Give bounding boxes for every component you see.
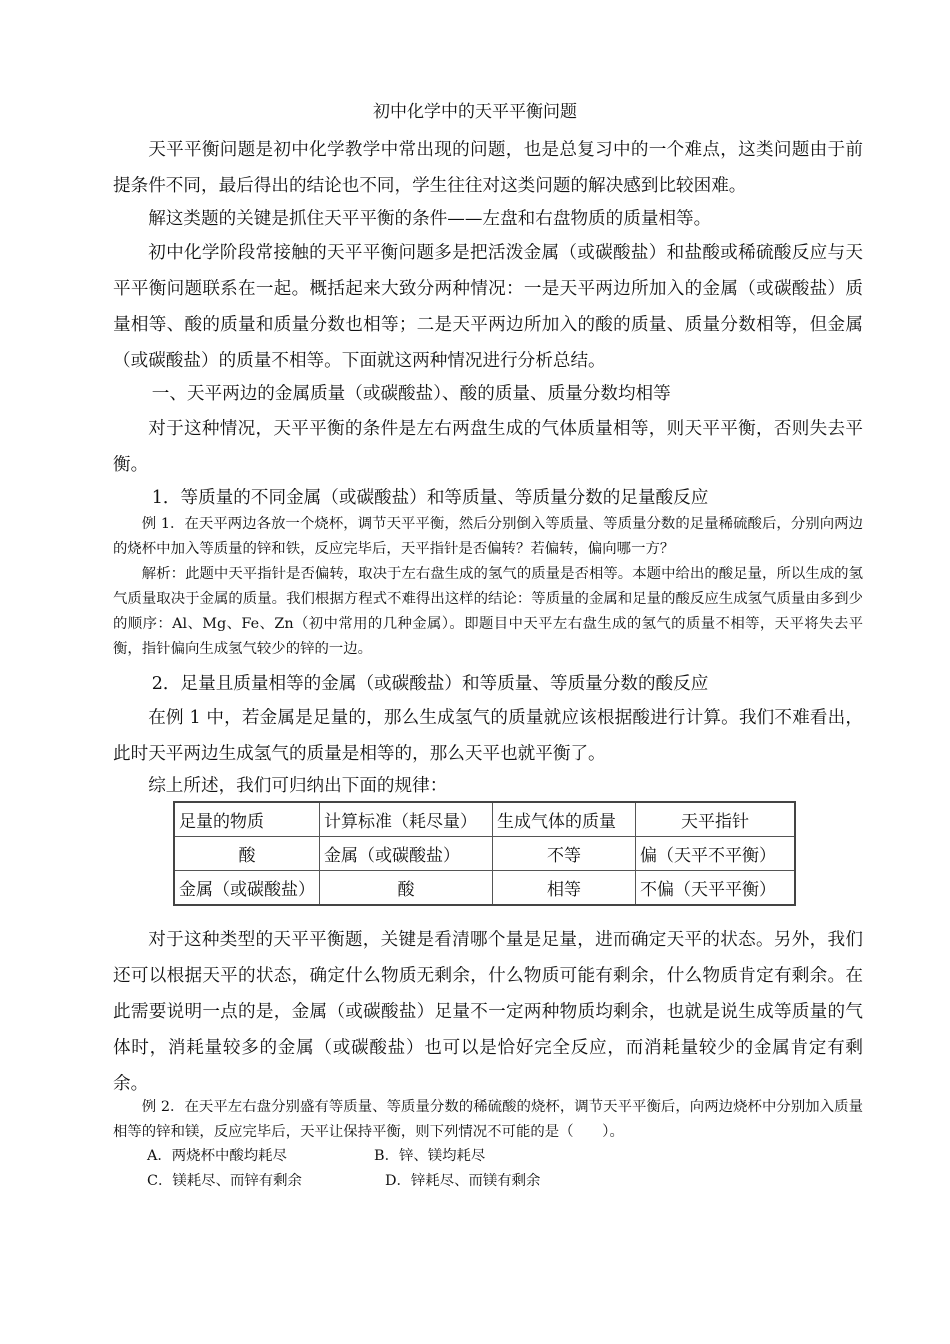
subsection-heading-2: 2．足量且质量相等的金属（或碳酸盐）和等质量、等质量分数的酸反应 [151,674,709,694]
table-header-cell: 足量的物质 [174,802,320,837]
paragraph-intro: 天平平衡问题是初中化学教学中常出现的问题，也是总复习中的一个难点，这类问题由于前提条件不同，最后得出的结论也不同，学生往往对这类问题的解决感到比较困难。 [113,140,863,196]
answer-options [147,1144,540,1194]
paragraph-condition: 对于这种情况，天平平衡的条件是左右两盘生成的气体质量相等，则天平平衡，否则失去平衡。 [113,419,863,475]
table-header-cell: 计算标准（耗尽量） [320,802,493,837]
table-header-cell: 生成气体的质量 [493,802,636,837]
table-row [174,837,795,871]
option-b[interactable]: B．锌、镁均耗尽 [374,1148,486,1164]
paragraph-overview: 初中化学阶段常接触的天平平衡问题多是把活泼金属（或碳酸盐）和盐酸或稀硫酸反应与天平平衡问题联系在一起。概括起来大致分两种情况：一是天平两边所加入的金属（或碳酸盐）质量相等、酸的质量和质量分数也相等；二是天平两边所加入的酸的质量、质量分数相等，但金属（或碳酸盐）的质量不相等。下面就这两种情况进行分析总结。 [113,243,863,371]
option-c[interactable]: C．镁耗尽、而锌有剩余 [147,1173,302,1189]
table-cell: 偏（天平不平衡） [636,837,796,871]
table-cell: 不偏（天平平衡） [636,871,796,906]
document-title: 初中化学中的天平平衡问题 [373,102,577,122]
paragraph-example-extension: 在例 1 中，若金属是足量的，那么生成氢气的质量就应该根据酸进行计算。我们不难看出，此时天平两边生成氢气的质量是相等的，那么天平也就平衡了。 [113,708,863,764]
example-2: 例 2．在天平左右盘分别盛有等质量、等质量分数的稀硫酸的烧杯，调节天平平衡后，向两边烧杯中分别加入质量相等的锌和镁，反应完毕后，天平让保持平衡，则下列情况不可能的是（ ）。 [113,1099,863,1140]
paragraph-key: 解这类题的关键是抓住天平平衡的条件——左盘和右盘物质的质量相等。 [148,209,712,229]
table-cell: 相等 [493,871,636,906]
table-cell: 不等 [493,837,636,871]
table-cell: 酸 [320,871,493,906]
analysis-1: 解析：此题中天平指针是否偏转，取决于左右盘生成的氢气的质量是否相等。本题中给出的酸足量，所以生成的氢气质量取决于金属的质量。我们根据方程式不难得出这样的结论：等质量的金属和足量的酸反应生成氢气质量由多到少的顺序：Al、Mg、Fe、Zn（初中常用的几种金属）。即题目中天平左右盘生成的氢气的质量不相等，天平将失去平衡，指针偏向生成氢气较少的锌的一边。 [113,566,863,657]
table-header-row [174,802,795,837]
section-heading-1: 一、天平两边的金属质量（或碳酸盐）、酸的质量、质量分数均相等 [151,384,671,404]
table-cell: 金属（或碳酸盐） [320,837,493,871]
table-row [174,871,795,906]
table-cell: 金属（或碳酸盐） [174,871,320,906]
table-header-cell: 天平指针 [636,802,796,837]
subsection-heading-1: 1．等质量的不同金属（或碳酸盐）和等质量、等质量分数的足量酸反应 [151,488,709,508]
paragraph-analysis-summary: 对于这种类型的天平平衡题，关键是看清哪个量是足量，进而确定天平的状态。另外，我们还可以根据天平的状态，确定什么物质无剩余，什么物质可能有剩余，什么物质肯定有剩余。在此需要说明一点的是，金属（或碳酸盐）足量不一定两种物质均剩余，也就是说生成等质量的气体时，消耗量较多的金属（或碳酸盐）也可以是恰好完全反应，而消耗量较少的金属肯定有剩余。 [113,930,863,1094]
example-1: 例 1．在天平两边各放一个烧杯，调节天平平衡，然后分别倒入等质量、等质量分数的足量稀硫酸后，分别向两边的烧杯中加入等质量的锌和铁，反应完毕后，天平指针是否偏转？若偏转，偏向哪一方？ [113,516,863,557]
option-a[interactable]: A．两烧杯中酸均耗尽 [147,1148,287,1164]
rule-table [173,801,796,906]
paragraph-summary: 综上所述，我们可归纳出下面的规律： [148,776,448,796]
option-d[interactable]: D．锌耗尽、而镁有剩余 [385,1173,541,1189]
table-cell: 酸 [174,837,320,871]
